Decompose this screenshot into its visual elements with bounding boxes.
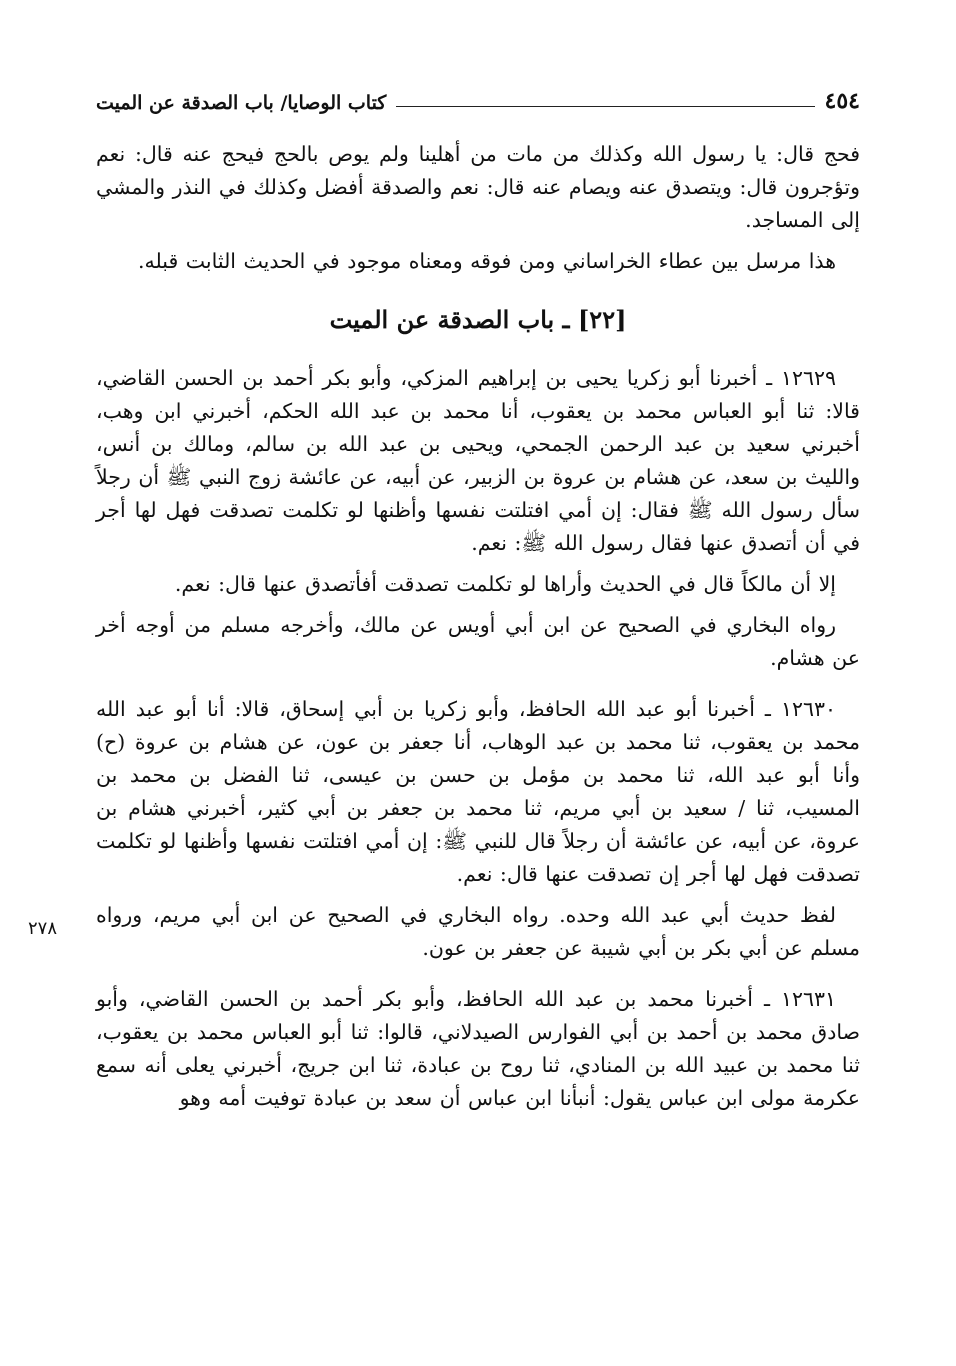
hadith-12629-note-malik: إلا أن مالكاً قال في الحديث وأراها لو تكلمت تصدقت أفأتصدق عنها قال: نعم. — [174, 572, 836, 596]
header-rule — [396, 106, 814, 107]
page-number: ٤٥٤ — [824, 88, 860, 114]
chapter-title: [٢٢] ـ باب الصدقة عن الميت — [329, 305, 627, 334]
page-body — [96, 138, 860, 1115]
running-title: كتاب الوصايا/ باب الصدقة عن الميت — [96, 92, 387, 114]
hadith-12631-text: ١٢٦٣١ ـ أخبرنا محمد بن عبد الله الحافظ، وأبو بكر أحمد بن الحسن القاضي، وأبو صادق محمد بن أحمد بن أبي الفوارس الصيدلاني، قالوا: ثنا أبو العباس محمد بن يعقوب، ثنا محمد بن عبيد الله بن المنادي، ثنا روح بن عبادة، ثنا ابن جريج، أخبرني يعلى أنه سمع عكرمة مولى ابن عباس يقول: أنبأنا ابن عباس أن سعد بن عبادة توفيت أمه وهو — [96, 987, 860, 1110]
hadith-12629-text: ١٢٦٢٩ ـ أخبرنا أبو زكريا يحيى بن إبراهيم المزكي، وأبو بكر أحمد بن الحسن القاضي، قالا: ثنا أبو العباس محمد بن يعقوب، أنا محمد بن عبد الله الحكم، أخبرني ابن وهب، أخبرني سعيد بن عبد الرحمن الجمحي، ويحيى بن عبد الله بن سالم، ومالك بن أنس، والليث بن سعد، عن هشام بن عروة بن الزبير، عن أبيه، عن عائشة زوج النبي ﷺ أن رجلاً سأل رسول الله ﷺ فقال: إن أمي افتلتت نفسها وأظنها لو تكلمت تصدقت فهل لها أجر في أن أتصدق عنها فقال رسول الله ﷺ: نعم. — [96, 366, 860, 555]
margin-page-reference: ٢٧٨ — [28, 918, 58, 939]
hadith-12629-takhrij: رواه البخاري في الصحيح عن ابن أبي أويس عن مالك، وأخرجه مسلم من أوجه أخر عن هشام. — [96, 613, 860, 670]
intro-paragraph: فحج قال: يا رسول الله وكذلك من مات من أهلينا ولم يوص بالحج فيحج عنه قال: نعم وتؤجرون قال: ويتصدق عنه ويصام عنه قال: نعم والصدقة أفضل وكذلك في النذر والمشي إلى المساجد. — [96, 142, 860, 232]
page-header — [96, 86, 860, 114]
hadith-12630-text: ١٢٦٣٠ ـ أخبرنا أبو عبد الله الحافظ، وأبو زكريا بن أبي إسحاق، قالا: أنا أبو عبد الله محمد بن يعقوب، ثنا محمد بن عبد الوهاب، أنا جعفر بن عون، عن هشام بن عروة (ح) وأنا أبو عبد الله، ثنا محمد بن مؤمل بن حسن بن عيسى، ثنا الفضل بن محمد بن المسيب، ثنا / سعيد بن أبي مريم، ثنا محمد بن جعفر بن أبي كثير، أخبرني هشام بن عروة، عن أبيه، عن عائشة أن رجلاً قال للنبي ﷺ: إن أمي افتلتت نفسها وأظنها لو تكلمت تصدقت فهل لها أجر إن تصدقت عنها قال: نعم. — [96, 697, 860, 886]
intro-note: هذا مرسل بين عطاء الخراساني ومن فوقه ومعناه موجود في الحديث الثابت قبله. — [138, 249, 836, 273]
hadith-12630-takhrij: لفظ حديث أبي عبد الله وحده. رواه البخاري في الصحيح عن ابن أبي مريم، ورواه مسلم عن أبي بكر بن أبي شيبة عن جعفر بن عون. — [96, 903, 860, 960]
